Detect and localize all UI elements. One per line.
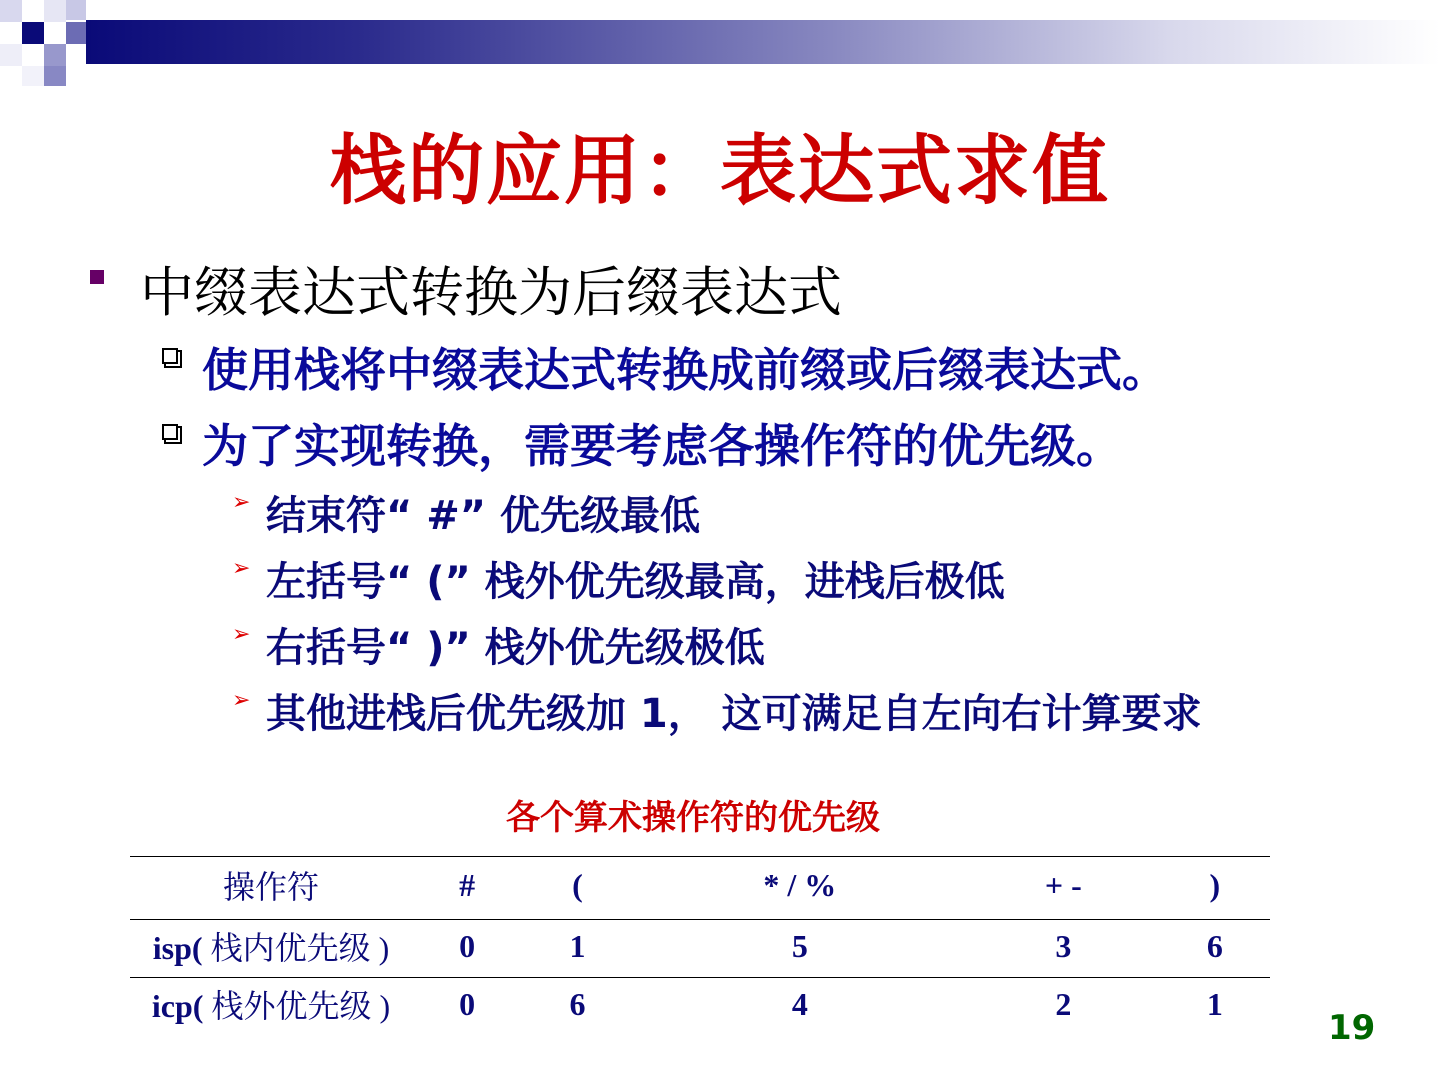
row-label: [130, 978, 412, 1036]
table-cell: 3: [1055, 927, 1072, 964]
table-cell: 0: [459, 927, 476, 964]
page-number: 19: [1328, 1008, 1376, 1048]
bullet-level3: 右括号“ )” 栈外优先级极低: [266, 625, 765, 671]
table-cell: 0: [459, 986, 476, 1023]
table-caption: 各个算术操作符的优先级: [506, 798, 880, 838]
banner-gradient-bar: [86, 20, 1440, 64]
bullet-level2: 使用栈将中缀表达式转换成前缀或后缀表达式。: [202, 343, 1168, 397]
banner-square: [0, 44, 22, 66]
table-cell: 1: [1206, 986, 1223, 1023]
banner-square: [22, 66, 44, 86]
banner-square: [22, 22, 44, 44]
table-header-row: [130, 857, 1270, 920]
arrow-bullet-icon: ➢: [232, 556, 251, 581]
table-header-cell: #: [459, 867, 476, 903]
banner-square: [44, 0, 66, 22]
table-cell: 1: [569, 927, 586, 964]
square-bullet-icon: [90, 270, 104, 284]
table-cell: 6: [569, 986, 586, 1023]
checkbox-bullet-icon: [162, 424, 178, 440]
arrow-bullet-icon: ➢: [232, 490, 251, 515]
table-header-cell: + -: [1044, 867, 1082, 903]
table-row: [130, 978, 1270, 1036]
table-cell: 4: [791, 986, 808, 1023]
banner-square: [44, 44, 66, 66]
banner-square: [44, 66, 66, 86]
table-header-cell: 操作符: [222, 869, 319, 905]
row-label-code: isp(: [152, 929, 203, 966]
banner-square: [0, 0, 22, 22]
bullet-level2: 为了实现转换，需要考虑各操作符的优先级。: [202, 419, 1122, 473]
checkbox-bullet-icon: [162, 348, 178, 364]
row-label-text: 栈外优先级 ): [211, 988, 391, 1025]
table-header-cell: ): [1209, 867, 1221, 903]
bullet-level1: 中缀表达式转换为后缀表达式: [140, 261, 842, 324]
arrow-bullet-icon: ➢: [232, 622, 251, 647]
banner-square: [66, 22, 86, 44]
table-cell: 5: [791, 927, 808, 964]
table-header-cell: (: [572, 867, 583, 903]
table-row: [130, 919, 1270, 978]
bullet-level3: 其他进栈后优先级加 1， 这可满足自左向右计算要求: [266, 691, 1202, 737]
bullet-level3: 左括号“ (” 栈外优先级最高，进栈后极低: [266, 559, 1005, 605]
arrow-bullet-icon: ➢: [232, 688, 251, 713]
row-label-code: icp(: [151, 988, 204, 1025]
table-header-cell: * / %: [763, 867, 837, 903]
slide-title: 栈的应用：表达式求值: [330, 126, 1110, 215]
banner-square: [66, 0, 86, 20]
bullet-level3: 结束符“ #” 优先级最低: [266, 493, 700, 539]
table-cell: 6: [1206, 927, 1223, 964]
row-label: [130, 919, 412, 978]
table-cell: 2: [1055, 986, 1072, 1023]
priority-table: [130, 856, 1270, 1036]
row-label-text: 栈内优先级 ): [210, 929, 390, 966]
